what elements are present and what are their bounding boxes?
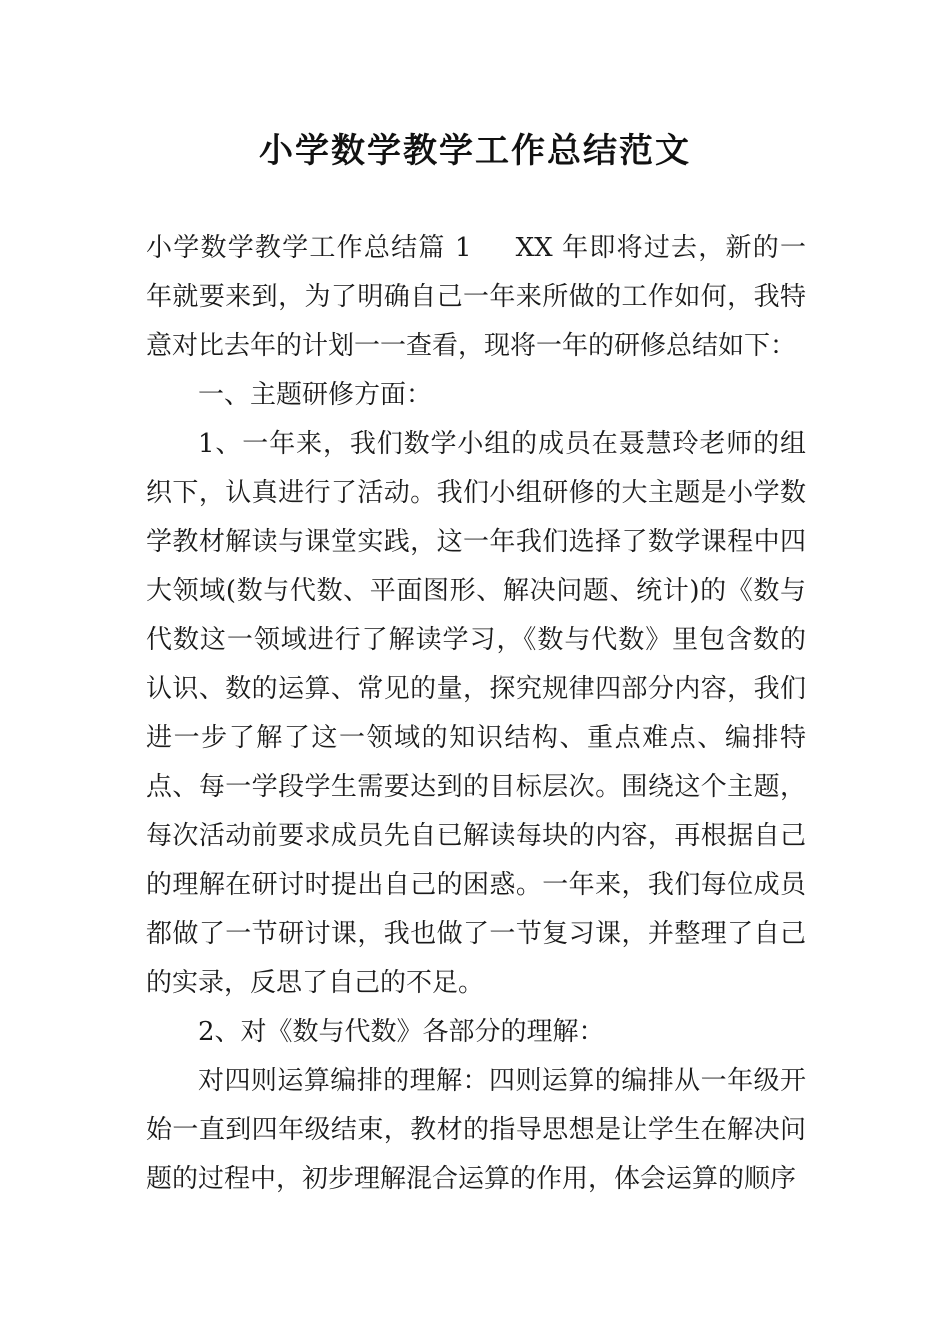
paragraph: 对四则运算编排的理解：四则运算的编排从一年级开始一直到四年级结束，教材的指导思想是让学生在解决问题的过程中，初步理解混合运算的作用，体会运算的顺序: [146, 1066, 806, 1194]
paragraph: 1、一年来，我们数学小组的成员在聂慧玲老师的组织下，认真进行了活动。我们小组研修的大主题是小学数学教材解读与课堂实践，这一年我们选择了数学课程中四大领域(数与代数、平面图形、解决问题、统计)的《数与代数这一领域进行了解读学习，《数与代数》里包含数的认识、数的运算、常见的量，探究规律四部分内容，我们进一步了解了这一领域的知识结构、重点难点、编排特点、每一学段学生需要达到的目标层次。围绕这个主题，每次活动前要求成员先自已解读每块的内容，再根据自己的理解在研讨时提出自己的困惑。一年来，我们每位成员都做了一节研讨课，我也做了一节复习课，并整理了自己的实录，反思了自己的不足。: [146, 429, 806, 998]
paragraph: 一、主题研修方面：: [198, 380, 433, 410]
section-heading: 小学数学教学工作总结篇 1: [146, 233, 472, 263]
document-title: 小学数学教学工作总结范文: [259, 131, 691, 171]
intro-paragraph: [146, 224, 806, 371]
paragraph-text: XX 年即将过去，新的一年就要来到，为了明确自己一年来所做的工作如何，我特意对比去年的计划一一查看，现将一年的研修总结如下：: [146, 233, 806, 361]
document-body: [146, 224, 806, 1204]
paragraph: 2、对《数与代数》各部分的理解：: [198, 1017, 605, 1047]
